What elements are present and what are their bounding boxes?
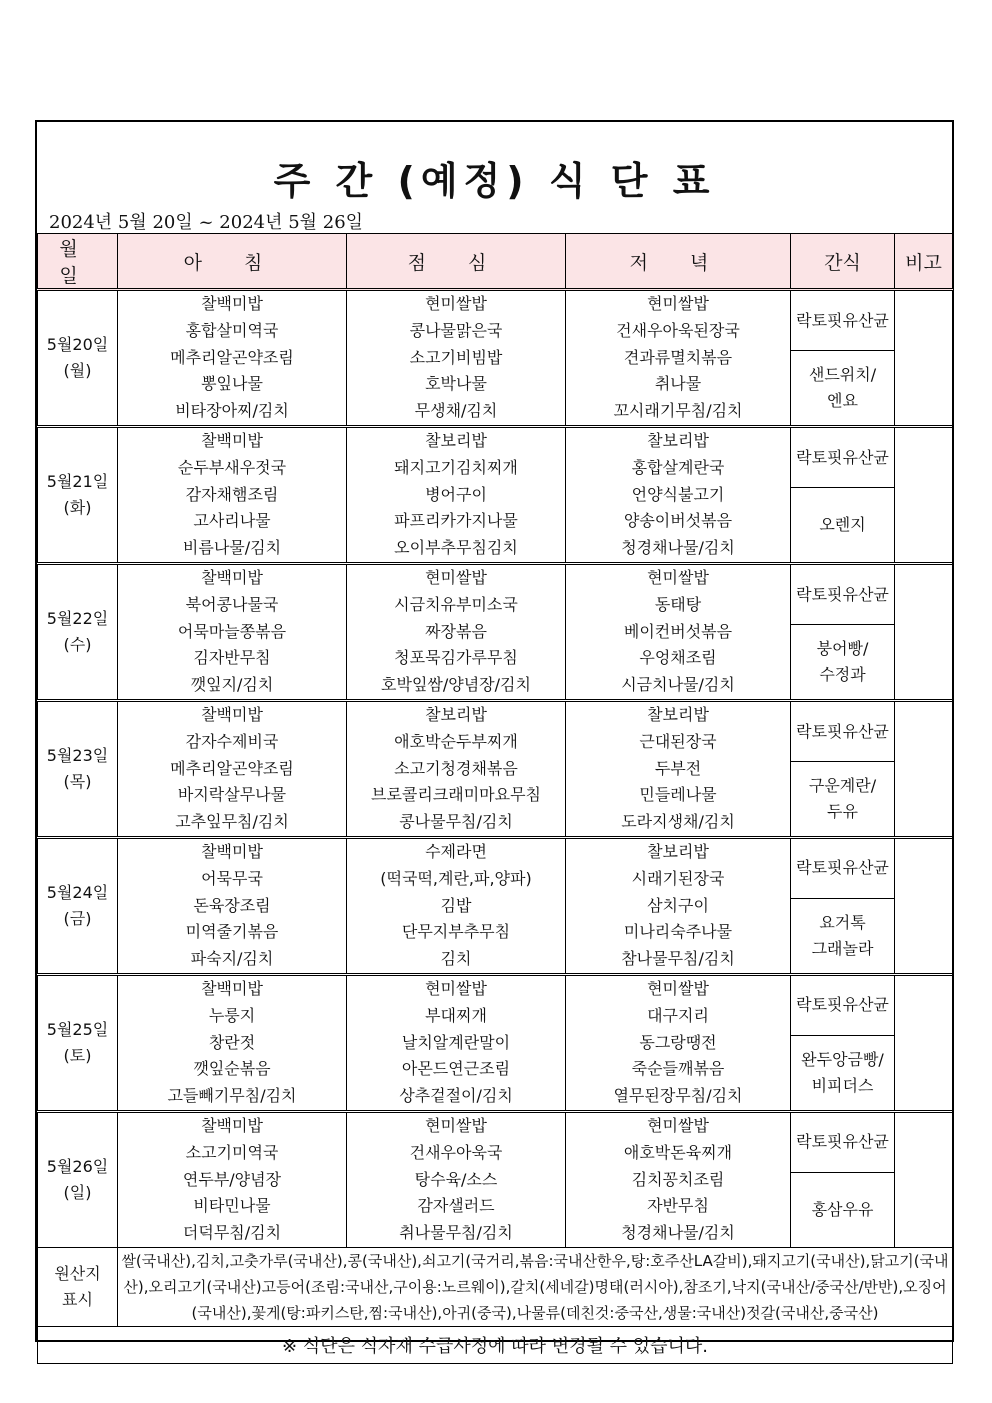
dinner-item: 참나물무침/김치 <box>621 949 735 969</box>
day-weekday: (금) <box>63 908 92 928</box>
remark-cell <box>895 426 953 563</box>
dinner-cell <box>566 837 791 974</box>
snack-cell <box>791 625 895 701</box>
snack-cell <box>791 488 895 564</box>
lunch-item: (떡국떡,계란,파,양파) <box>380 868 532 888</box>
breakfast-item: 뽕잎나물 <box>201 374 263 394</box>
breakfast-cell <box>118 974 347 1111</box>
snack-item: 비피더스 <box>811 1075 874 1095</box>
lunch-item: 아몬드연근조림 <box>401 1059 511 1079</box>
dinner-item: 베이컨버섯볶음 <box>623 621 733 641</box>
origin-text: 쌀(국내산),김치,고춧가루(국내산),콩(국내산),쇠고기(국거리,볶음:국내산한우,탕:호주산LA갈비),돼지고기(국내산),닭고기(국내산),오리고기(국내산)고등어(조림:국내산,구이용:노르웨이),갈치(세네갈)명태(러시아),참조기,낙지(국내산/중국산/반반),오징어(국내산),꽃게(탕:파키스탄,찜:국내산),아귀(중국),나물류(데친것:중국산,생물:국내산)젓갈(국내산,중국산) <box>118 1247 953 1326</box>
header-breakfast: 아 침 <box>118 234 347 290</box>
breakfast-item: 바지락살무나물 <box>177 785 287 805</box>
snack-item: 요거톡 <box>819 912 866 932</box>
lunch-item: 호박나물 <box>425 374 487 394</box>
dinner-item: 도라지생채/김치 <box>621 812 735 832</box>
snack-probiotic: 락토핏유산균 <box>791 1111 895 1172</box>
dinner-cell <box>566 563 791 700</box>
day-cell <box>38 700 118 837</box>
day-row <box>38 1111 953 1172</box>
dinner-cell <box>566 290 791 427</box>
snack-item: 홍삼우유 <box>811 1199 874 1219</box>
snack-item: 엔요 <box>827 391 858 411</box>
day-date: 5월24일 <box>46 882 109 902</box>
page-title: 주 간 (예정) 식 단 표 <box>273 159 716 203</box>
remark-cell <box>895 974 953 1111</box>
lunch-item: 부대찌개 <box>425 1005 487 1025</box>
dinner-item: 두부전 <box>654 758 702 778</box>
breakfast-item: 북어콩나물국 <box>185 594 279 614</box>
lunch-item: 상추겉절이/김치 <box>399 1086 513 1106</box>
snack-probiotic: 락토핏유산균 <box>791 290 895 351</box>
lunch-item: 탕수육/소스 <box>414 1169 498 1189</box>
day-weekday: (수) <box>63 634 92 654</box>
day-date: 5월22일 <box>46 608 109 628</box>
breakfast-item: 어묵마늘쫑볶음 <box>177 621 287 641</box>
dinner-item: 현미쌀밥 <box>647 294 709 313</box>
lunch-item: 현미쌀밥 <box>425 567 487 587</box>
dinner-item: 현미쌀밥 <box>647 1115 709 1135</box>
breakfast-item: 더덕무침/김치 <box>182 1223 282 1243</box>
lunch-item: 찰보리밥 <box>425 430 487 450</box>
snack-cell <box>791 351 895 427</box>
breakfast-item: 고추잎무침/김치 <box>175 812 289 832</box>
day-row <box>38 426 953 487</box>
dinner-item: 삼치구이 <box>647 895 709 915</box>
lunch-item: 콩나물무침/김치 <box>399 812 513 832</box>
dinner-item: 양송이버섯볶음 <box>623 511 733 531</box>
dinner-item: 청경채나물/김치 <box>621 1223 735 1243</box>
breakfast-item: 찰백미밥 <box>201 1115 263 1135</box>
lunch-item: 단무지부추무침 <box>401 922 511 942</box>
header-date: 월 일 <box>38 234 118 290</box>
day-cell <box>38 974 118 1111</box>
lunch-item: 오이부추무침김치 <box>394 538 518 558</box>
snack-probiotic: 락토핏유산균 <box>791 974 895 1035</box>
snack-item: 붕어빵/ <box>816 639 869 659</box>
day-weekday: (목) <box>63 771 92 791</box>
lunch-item: 김밥 <box>440 895 472 915</box>
day-weekday: (일) <box>63 1182 92 1202</box>
breakfast-item: 찰백미밥 <box>201 704 263 724</box>
origin-label-line: 원산지 <box>54 1263 101 1283</box>
lunch-item: 파프리카가지나물 <box>394 511 518 531</box>
lunch-item: 건새우아욱국 <box>409 1142 503 1162</box>
dinner-item: 청경채나물/김치 <box>621 538 735 558</box>
menu-period: 2024년 5월 20일 ~ 2024년 5월 26일 <box>49 212 364 233</box>
day-row <box>38 700 953 761</box>
breakfast-cell <box>118 700 347 837</box>
breakfast-item: 돈육장조림 <box>193 895 271 915</box>
dinner-item: 시래기된장국 <box>631 868 725 888</box>
dinner-item: 찰보리밥 <box>647 430 709 450</box>
breakfast-item: 창란젓 <box>208 1032 256 1052</box>
dinner-item: 동그랑땡전 <box>639 1032 717 1052</box>
breakfast-cell <box>118 837 347 974</box>
lunch-item: 시금치유부미소국 <box>394 594 518 614</box>
snack-item: 완두앙금빵/ <box>801 1049 884 1069</box>
breakfast-item: 비타장아찌/김치 <box>175 401 289 421</box>
breakfast-item: 연두부/양념장 <box>182 1169 282 1189</box>
dinner-item: 김치꽁치조림 <box>631 1169 725 1189</box>
breakfast-item: 비타민나물 <box>193 1196 271 1216</box>
breakfast-cell <box>118 426 347 563</box>
day-cell <box>38 1111 118 1247</box>
breakfast-item: 미역줄기볶음 <box>185 922 279 942</box>
breakfast-item: 어묵무국 <box>201 868 263 888</box>
lunch-item: 소고기청경채볶음 <box>394 758 518 778</box>
dinner-item: 홍합살계란국 <box>631 457 725 477</box>
dinner-item: 동태탕 <box>654 594 702 614</box>
weekly-menu-table <box>37 233 953 1364</box>
day-cell <box>38 426 118 563</box>
origin-row <box>38 1247 953 1326</box>
header-snack: 간식 <box>791 234 895 290</box>
snack-probiotic: 락토핏유산균 <box>791 700 895 761</box>
lunch-item: 현미쌀밥 <box>425 978 487 998</box>
origin-label-line: 표시 <box>62 1289 93 1309</box>
lunch-item: 취나물무침/김치 <box>399 1223 513 1243</box>
day-weekday: (화) <box>63 497 92 517</box>
breakfast-item: 파숙지/김치 <box>190 949 274 969</box>
day-row <box>38 290 953 351</box>
lunch-item: 브로콜리크래미마요무침 <box>370 785 542 805</box>
origin-label <box>38 1247 118 1326</box>
day-date: 5월26일 <box>46 1156 109 1176</box>
lunch-cell <box>347 837 566 974</box>
lunch-item: 무생채/김치 <box>414 401 498 421</box>
snack-cell <box>791 899 895 975</box>
snack-probiotic: 락토핏유산균 <box>791 563 895 624</box>
dinner-cell <box>566 700 791 837</box>
breakfast-item: 감자채햄조림 <box>185 484 279 504</box>
snack-item: 오렌지 <box>819 515 866 535</box>
breakfast-cell <box>118 290 347 427</box>
breakfast-item: 찰백미밥 <box>201 567 263 587</box>
snack-item: 구운계란/ <box>808 776 877 795</box>
snack-item: 두유 <box>827 802 858 821</box>
day-date: 5월20일 <box>46 334 109 354</box>
dinner-item: 우엉채조림 <box>639 648 717 668</box>
breakfast-item: 찰백미밥 <box>201 430 263 450</box>
header-lunch: 점 심 <box>347 234 566 290</box>
change-notice: ※ 식단은 식자재 수급사정에 따라 변경될 수 있습니다. <box>38 1326 953 1363</box>
header-dinner: 저 녁 <box>566 234 791 290</box>
dinner-item: 근대된장국 <box>639 731 717 751</box>
breakfast-item: 감자수제비국 <box>185 731 279 751</box>
dinner-item: 죽순들깨볶음 <box>631 1059 725 1079</box>
lunch-item: 감자샐러드 <box>417 1196 495 1216</box>
day-date: 5월25일 <box>46 1019 109 1039</box>
breakfast-item: 찰백미밥 <box>201 841 263 861</box>
dinner-item: 민들레나물 <box>639 785 717 805</box>
day-row <box>38 837 953 898</box>
dinner-item: 현미쌀밥 <box>647 567 709 587</box>
breakfast-item: 김자반무침 <box>193 648 271 668</box>
dinner-item: 찰보리밥 <box>647 704 709 724</box>
lunch-item: 찰보리밥 <box>425 704 487 724</box>
remark-cell <box>895 700 953 837</box>
snack-probiotic: 락토핏유산균 <box>791 426 895 487</box>
lunch-item: 김치 <box>440 949 472 969</box>
snack-cell <box>791 1036 895 1112</box>
lunch-item: 현미쌀밥 <box>425 1115 487 1135</box>
breakfast-item: 깻잎순볶음 <box>193 1059 271 1079</box>
day-weekday: (토) <box>63 1045 92 1065</box>
lunch-cell <box>347 1111 566 1247</box>
snack-item: 수정과 <box>819 665 866 685</box>
lunch-cell <box>347 563 566 700</box>
lunch-item: 현미쌀밥 <box>425 294 487 313</box>
dinner-cell <box>566 974 791 1111</box>
dinner-item: 찰보리밥 <box>647 841 709 861</box>
remark-cell <box>895 1111 953 1247</box>
lunch-item: 콩나물맑은국 <box>409 320 503 340</box>
snack-item: 그래놀라 <box>811 938 874 958</box>
header-row <box>38 234 953 290</box>
breakfast-cell <box>118 1111 347 1247</box>
breakfast-item: 소고기미역국 <box>185 1142 279 1162</box>
day-date: 5월21일 <box>46 471 109 491</box>
day-weekday: (월) <box>63 360 92 380</box>
lunch-cell <box>347 290 566 427</box>
lunch-cell <box>347 700 566 837</box>
lunch-item: 병어구이 <box>425 484 487 504</box>
remark-cell <box>895 563 953 700</box>
note-row <box>38 1326 953 1363</box>
breakfast-item: 찰백미밥 <box>201 294 263 313</box>
dinner-item: 언양식불고기 <box>631 484 725 504</box>
snack-probiotic: 락토핏유산균 <box>791 837 895 898</box>
lunch-item: 돼지고기김치찌개 <box>394 457 518 477</box>
day-row <box>38 563 953 624</box>
lunch-item: 애호박순두부찌개 <box>394 731 518 751</box>
dinner-cell <box>566 426 791 563</box>
lunch-cell <box>347 426 566 563</box>
day-date: 5월23일 <box>46 745 109 765</box>
header-remark: 비고 <box>895 234 953 290</box>
breakfast-item: 순두부새우젓국 <box>177 457 287 477</box>
snack-cell <box>791 1173 895 1248</box>
dinner-item: 시금치나물/김치 <box>621 675 735 695</box>
breakfast-item: 깻잎지/김치 <box>190 675 274 695</box>
breakfast-item: 홍합살미역국 <box>185 320 279 340</box>
dinner-item: 취나물 <box>654 374 702 394</box>
breakfast-item: 메추리알곤약조림 <box>170 758 294 778</box>
lunch-item: 소고기비빔밥 <box>409 347 503 367</box>
breakfast-item: 찰백미밥 <box>201 978 263 998</box>
lunch-item: 날치알계란말이 <box>401 1032 511 1052</box>
breakfast-item: 고들빼기무침/김치 <box>167 1086 297 1106</box>
dinner-item: 미나리숙주나물 <box>623 922 733 942</box>
dinner-cell <box>566 1111 791 1247</box>
lunch-item: 청포묵김가루무침 <box>394 648 518 668</box>
breakfast-item: 누룽지 <box>208 1005 256 1025</box>
breakfast-cell <box>118 563 347 700</box>
remark-cell <box>895 837 953 974</box>
day-cell <box>38 837 118 974</box>
breakfast-item: 고사리나물 <box>193 511 271 531</box>
snack-cell <box>791 762 895 838</box>
dinner-item: 자반무침 <box>647 1196 709 1216</box>
dinner-item: 건새우아욱된장국 <box>616 320 740 340</box>
day-cell <box>38 563 118 700</box>
day-row <box>38 974 953 1035</box>
breakfast-item: 메추리알곤약조림 <box>170 347 294 367</box>
day-cell <box>38 290 118 427</box>
dinner-item: 현미쌀밥 <box>647 978 709 998</box>
dinner-item: 꼬시래기무침/김치 <box>613 401 743 421</box>
dinner-item: 열무된장무침/김치 <box>613 1086 743 1106</box>
remark-cell <box>895 290 953 427</box>
snack-item: 샌드위치/ <box>808 365 877 385</box>
lunch-item: 짜장볶음 <box>425 621 487 641</box>
breakfast-item: 비름나물/김치 <box>182 538 282 558</box>
lunch-item: 호박잎쌈/양념장/김치 <box>381 675 531 695</box>
menu-sheet <box>35 120 954 1357</box>
dinner-item: 애호박돈육찌개 <box>623 1142 733 1162</box>
dinner-item: 대구지리 <box>647 1005 709 1025</box>
lunch-cell <box>347 974 566 1111</box>
dinner-item: 견과류멸치볶음 <box>623 347 733 367</box>
lunch-item: 수제라면 <box>425 841 487 861</box>
